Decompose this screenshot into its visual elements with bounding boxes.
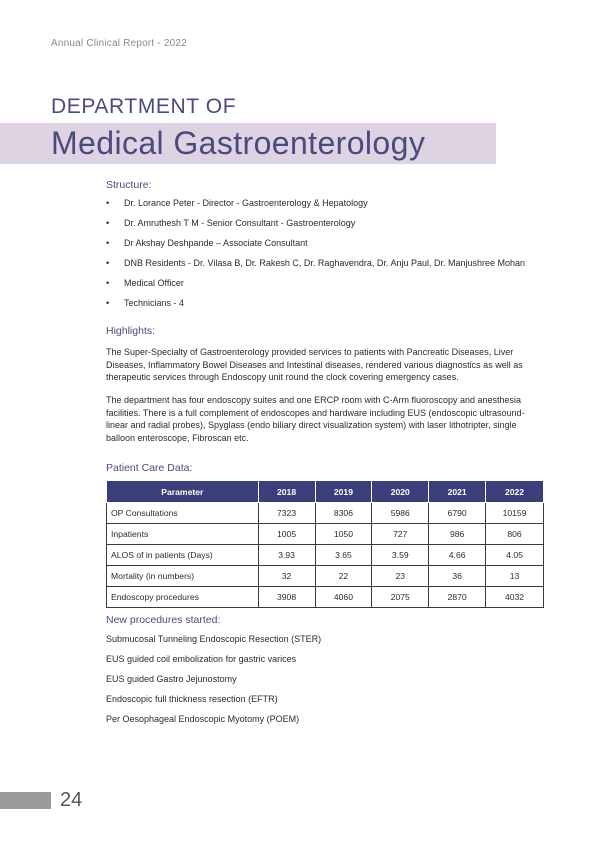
column-header: 2019 [315, 481, 372, 503]
list-item [106, 217, 546, 237]
department-name: Medical Gastroenterology [51, 125, 426, 161]
list-item: EUS guided Gastro Jejunostomy [106, 674, 237, 684]
structure-item-text: DNB Residents - Dr. Vilasa B, Dr. Rakesh C, Dr. Raghavendra, Dr. Anju Paul, Dr. Manjushree Mohan [124, 258, 526, 268]
table-cell: 727 [372, 524, 429, 545]
bullet-icon: • [106, 218, 110, 228]
patient-care-table [106, 480, 544, 608]
department-prefix: DEPARTMENT OF [51, 95, 237, 118]
column-header: Parameter [107, 481, 259, 503]
table-header-row [107, 481, 544, 503]
column-header: 2022 [486, 481, 544, 503]
list-item [106, 297, 546, 317]
table-row [107, 545, 544, 566]
table-row [107, 524, 544, 545]
bullet-icon: • [106, 258, 110, 268]
column-header: 2018 [258, 481, 315, 503]
page-number: 24 [60, 789, 83, 811]
structure-heading: Structure: [106, 179, 152, 191]
table-cell: 2075 [372, 587, 429, 608]
bullet-icon: • [106, 198, 110, 208]
table-cell: 36 [429, 566, 486, 587]
table-cell: 3.65 [315, 545, 372, 566]
table-cell: 10159 [486, 503, 544, 524]
list-item: Endoscopic full thickness resection (EFTR) [106, 694, 278, 704]
highlights-paragraph-2: The department has four endoscopy suites and one ERCP room with C-Arm fluoroscopy and anesthesia facilities. There is a full complement of endoscopes and hardware including EUS (endoscopic ultrasound- linear and radial probes), Spyglass (endo biliary direct visualization system) with laser lithotripter, single balloon enteroscope, Fibroscan etc. [106, 395, 525, 443]
list-item [106, 257, 546, 277]
table-cell: 22 [315, 566, 372, 587]
table-row [107, 566, 544, 587]
table-cell: OP Consultations [107, 503, 259, 524]
list-item: EUS guided coil embolization for gastric varices [106, 654, 297, 664]
table-cell: 23 [372, 566, 429, 587]
table-cell: ALOS of in patients (Days) [107, 545, 259, 566]
table-cell: 7323 [258, 503, 315, 524]
table-cell: 13 [486, 566, 544, 587]
table-row [107, 503, 544, 524]
table-cell: 2870 [429, 587, 486, 608]
page-number-bar [0, 792, 51, 809]
table-cell: 5986 [372, 503, 429, 524]
table-cell: 4032 [486, 587, 544, 608]
table-cell: 4.66 [429, 545, 486, 566]
structure-item-text: Dr. Amruthesh T M - Senior Consultant - Gastroenterology [124, 218, 356, 228]
bullet-icon: • [106, 278, 110, 288]
list-item [106, 197, 546, 217]
list-item: Per Oesophageal Endoscopic Myotomy (POEM) [106, 714, 300, 724]
table-cell: 4060 [315, 587, 372, 608]
column-header: 2020 [372, 481, 429, 503]
table-cell: 3.59 [372, 545, 429, 566]
table-cell: Inpatients [107, 524, 259, 545]
column-header: 2021 [429, 481, 486, 503]
bullet-icon: • [106, 298, 110, 308]
patient-care-heading: Patient Care Data: [106, 462, 193, 474]
new-procedures-list [106, 633, 321, 733]
report-title: Annual Clinical Report - 2022 [51, 38, 187, 49]
table-cell: Mortality (in numbers) [107, 566, 259, 587]
table-cell: 3908 [258, 587, 315, 608]
list-item [106, 237, 546, 257]
list-item: Submucosal Tunneling Endoscopic Resection (STER) [106, 634, 322, 644]
table-cell: 4.05 [486, 545, 544, 566]
structure-list [106, 197, 546, 317]
highlights-heading: Highlights: [106, 325, 156, 337]
table-cell: 3.93 [258, 545, 315, 566]
table-cell: 8306 [315, 503, 372, 524]
bullet-icon: • [106, 238, 110, 248]
table-cell: 32 [258, 566, 315, 587]
highlights-paragraph-1: The Super-Specialty of Gastroenterology provided services to patients with Pancreatic Diseases, Liver Diseases, Inflammatory Bowel Diseases and Intestinal diseases, rendered various diagnostics as well as therapeutic services through Endoscopy unit round the clock covering emergency cases. [106, 347, 523, 382]
table-cell: 986 [429, 524, 486, 545]
table-cell: 1050 [315, 524, 372, 545]
structure-item-text: Technicians - 4 [124, 298, 185, 308]
list-item [106, 277, 546, 297]
new-procedures-heading: New procedures started: [106, 614, 221, 626]
table-cell: Endoscopy procedures [107, 587, 259, 608]
table-row [107, 587, 544, 608]
table-cell: 806 [486, 524, 544, 545]
structure-item-text: Dr Akshay Deshpande – Associate Consultant [124, 238, 308, 248]
structure-item-text: Dr. Lorance Peter - Director - Gastroenterology & Hepatology [124, 198, 368, 208]
structure-item-text: Medical Officer [124, 278, 184, 288]
table-cell: 6790 [429, 503, 486, 524]
table-cell: 1005 [258, 524, 315, 545]
